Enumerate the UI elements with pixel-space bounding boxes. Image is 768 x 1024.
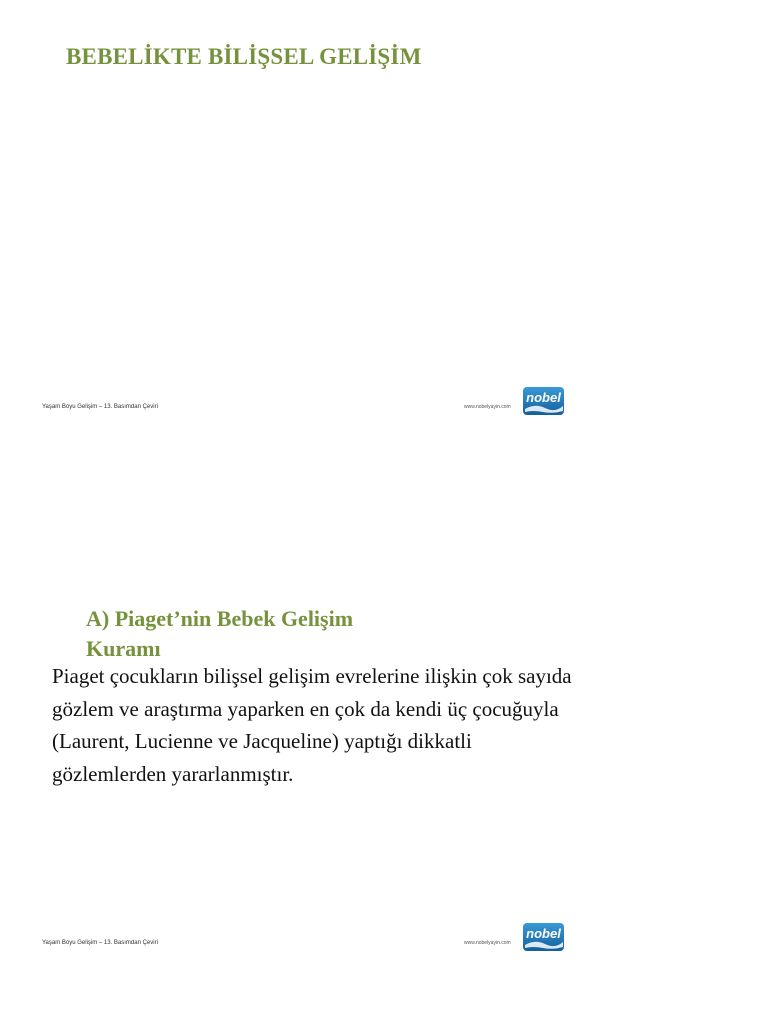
body-paragraph: Piaget çocukların bilişsel gelişim evrelerine ilişkin çok sayıda gözlem ve araştırma yaparken en çok da kendi üç çocuğuyla (Laurent, Lucienne ve Jacqueline) yaptığı dikkatli gözlemlerden yararlanmıştır. [52,664,572,786]
section-heading-line-2: Kuramı [86,636,161,661]
logo-text: nobel [526,390,561,405]
footer-book-title: Yaşam Boyu Gelişim – 13. Basımdan Çeviri [42,940,158,946]
footer-url: www.nobelyayin.com [464,940,511,946]
nobel-logo [523,923,564,951]
section-heading [86,604,426,664]
logo-text: nobel [526,926,561,941]
footer-book-title: Yaşam Boyu Gelişim – 13. Basımdan Çeviri [42,404,158,410]
nobel-logo [523,387,564,415]
footer-url: www.nobelyayin.com [464,404,511,410]
slide-title: BEBELİKTE BİLİŞSEL GELİŞİM [66,44,422,69]
section-heading-line-1: A) Piaget’nin Bebek Gelişim [86,606,354,631]
slide-2 [0,512,768,1024]
